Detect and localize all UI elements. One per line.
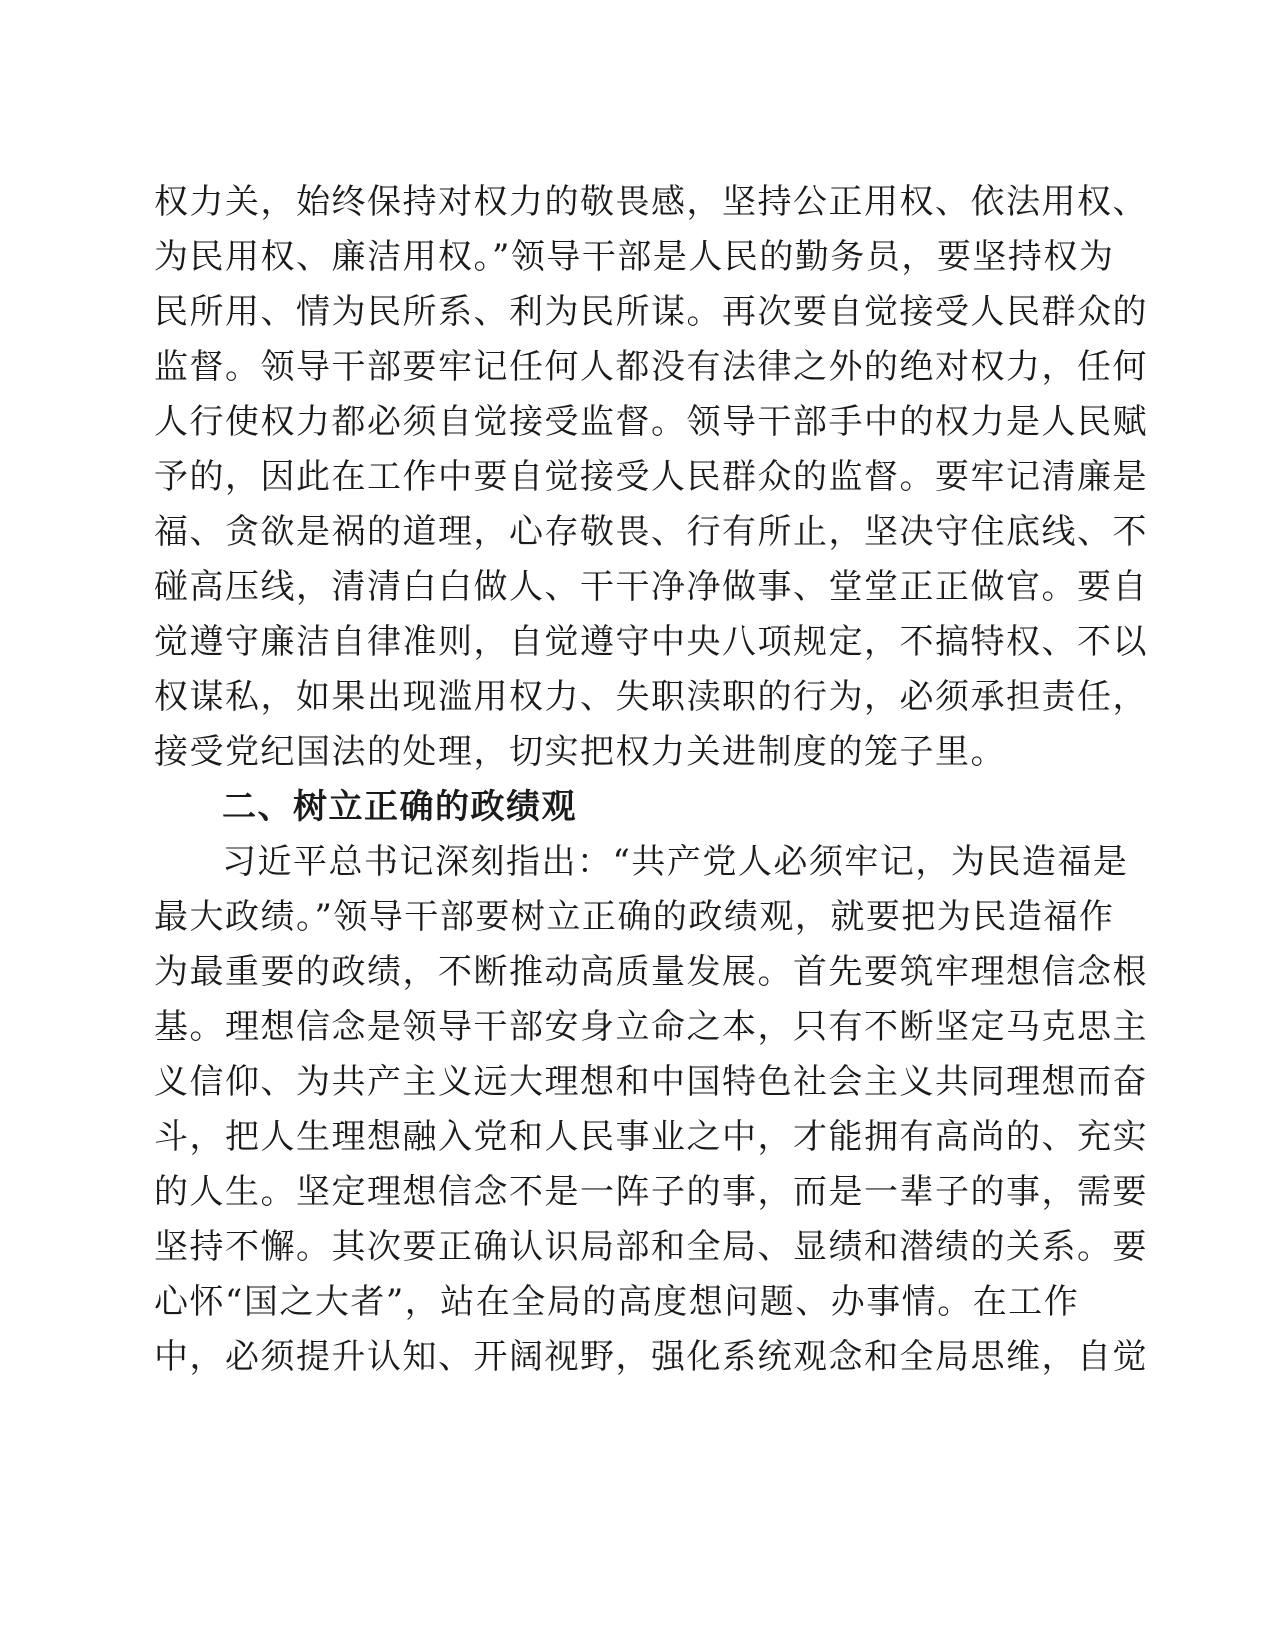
paragraph-line: 权谋私，如果出现滥用权力、失职渎职的行为，必须承担责任，: [154, 677, 1148, 717]
paragraph-line: 坚持不懈。其次要正确认识局部和全局、显绩和潜绩的关系。要: [154, 1227, 1148, 1267]
paragraph-line: 觉遵守廉洁自律准则，自觉遵守中央八项规定，不搞特权、不以: [154, 622, 1148, 662]
paragraph-line: 斗，把人生理想融入党和人民事业之中，才能拥有高尚的、充实: [154, 1117, 1148, 1157]
paragraph-line: 为最重要的政绩，不断推动高质量发展。首先要筑牢理想信念根: [154, 952, 1148, 992]
paragraph-line: 心怀“国之大者”，站在全局的高度想问题、办事情。在工作: [154, 1282, 1080, 1322]
paragraph-line: 义信仰、为共产主义远大理想和中国特色社会主义共同理想而奋: [154, 1062, 1148, 1102]
paragraph-line: 予的，因此在工作中要自觉接受人民群众的监督。要牢记清廉是: [154, 457, 1148, 497]
paragraph-line: 接受党纪国法的处理，切实把权力关进制度的笼子里。: [154, 732, 1006, 772]
paragraph-line: 基。理想信念是领导干部安身立命之本，只有不断坚定马克思主: [154, 1007, 1148, 1047]
paragraph-line: 碰高压线，清清白白做人、干干净净做事、堂堂正正做官。要自: [154, 567, 1148, 607]
paragraph-line: 民所用、情为民所系、利为民所谋。再次要自觉接受人民群众的: [154, 292, 1148, 332]
paragraph-line: 的人生。坚定理想信念不是一阵子的事，而是一辈子的事，需要: [154, 1172, 1148, 1212]
paragraph-line: 为民用权、廉洁用权。”领导干部是人民的勤务员，要坚持权为: [154, 237, 1115, 277]
section-heading: 二、树立正确的政绩观: [222, 787, 577, 827]
paragraph-line: 习近平总书记深刻指出：“共产党人必须牢记，为民造福是: [222, 842, 1129, 882]
paragraph-line: 监督。领导干部要牢记任何人都没有法律之外的绝对权力，任何: [154, 347, 1148, 387]
paragraph-line: 权力关，始终保持对权力的敬畏感，坚持公正用权、依法用权、: [154, 182, 1148, 222]
paragraph-line: 福、贪欲是祸的道理，心存敬畏、行有所止，坚决守住底线、不: [154, 512, 1148, 552]
paragraph-line: 最大政绩。”领导干部要树立正确的政绩观，就要把为民造福作: [154, 897, 1115, 937]
paragraph-line: 中，必须提升认知、开阔视野，强化系统观念和全局思维，自觉: [154, 1337, 1148, 1377]
paragraph-line: 人行使权力都必须自觉接受监督。领导干部手中的权力是人民赋: [154, 402, 1148, 442]
